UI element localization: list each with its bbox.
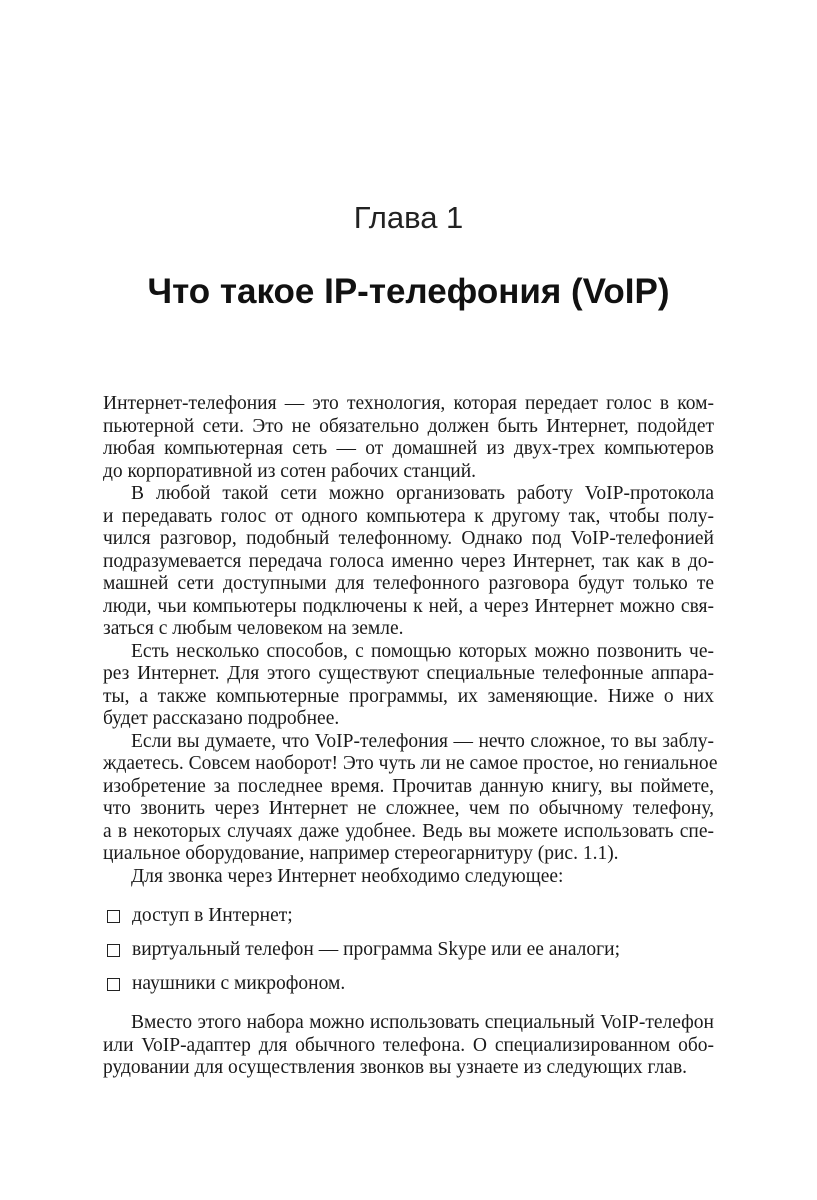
text-line: ждаетесь. Совсем наоборот! Это чуть ли не самое простое, но гениальное bbox=[103, 753, 718, 774]
text-line: Если вы думаете, что VoIP-телефония — нечто сложное, то вы заблу- bbox=[131, 730, 714, 752]
paragraph bbox=[103, 1012, 714, 1080]
text-line: циальное оборудование, например стереогарнитуру (рис. 1.1). bbox=[103, 843, 619, 864]
text-line: В любой такой сети можно организовать работу VoIP-протокола bbox=[131, 483, 714, 504]
checkbox-bullet-icon bbox=[107, 910, 120, 923]
paragraph bbox=[103, 641, 714, 731]
text-line: и передавать голос от одного компьютера к другому так, чтобы полу- bbox=[103, 505, 714, 527]
text-line: Вместо этого набора можно использовать специальный VoIP-телефон bbox=[131, 1012, 714, 1033]
text-line: рудовании для осуществления звонков вы узнаете из следующих глав. bbox=[103, 1057, 688, 1078]
text-line: что звонить через Интернет не сложнее, чем по обычному телефону, bbox=[103, 798, 714, 819]
body-text bbox=[103, 393, 718, 1080]
paragraph bbox=[103, 393, 714, 483]
chapter-label: Глава 1 bbox=[353, 200, 464, 235]
text-line: а в некоторых случаях даже удобнее. Ведь вы можете использовать спе- bbox=[103, 820, 714, 842]
text-line: изобретение за последнее время. Прочитав данную книгу, вы поймете, bbox=[103, 775, 714, 797]
list-item-text: виртуальный телефон — программа Skype или ее аналоги; bbox=[132, 938, 621, 960]
list-item-text: доступ в Интернет; bbox=[132, 904, 293, 926]
list-item bbox=[103, 967, 714, 1001]
text-line: или VoIP-адаптер для обычного телефона. О специализированном обо- bbox=[103, 1034, 714, 1056]
text-line: Интернет-телефония — это технология, которая передает голос в ком- bbox=[103, 393, 714, 414]
text-line: рез Интернет. Для этого существуют специальные телефонные аппара- bbox=[103, 663, 714, 684]
text-line: заться с любым человеком на земле. bbox=[103, 618, 404, 639]
text-line: ты, а также компьютерные программы, их заменяющие. Ниже о них bbox=[103, 685, 714, 707]
text-line: машней сети доступными для телефонного разговора будут только те bbox=[103, 573, 714, 594]
text-line: любая компьютерная сеть — от домашней из двух-трех компьютеров bbox=[103, 438, 714, 459]
list-item bbox=[103, 933, 714, 967]
checkbox-bullet-icon bbox=[107, 944, 120, 957]
list-item bbox=[103, 899, 714, 933]
paragraph bbox=[103, 730, 718, 866]
paragraph bbox=[103, 483, 714, 641]
chapter-title: Что такое IP-телефония (VoIP) bbox=[147, 272, 670, 311]
text-line: будет рассказано подробнее. bbox=[103, 708, 340, 729]
text-line: Есть несколько способов, с помощью которых можно позвонить че- bbox=[131, 640, 714, 662]
text-line: люди, чьи компьютеры подключены к ней, а через Интернет можно свя- bbox=[103, 595, 714, 617]
paragraph bbox=[103, 866, 714, 889]
text-line: до корпоративной из сотен рабочих станций. bbox=[103, 460, 477, 482]
bullet-list bbox=[103, 899, 714, 1001]
text-line: Для звонка через Интернет необходимо следующее: bbox=[131, 865, 564, 887]
text-line: подразумевается передача голоса именно через Интернет, так как в до- bbox=[103, 550, 714, 572]
checkbox-bullet-icon bbox=[107, 978, 120, 991]
list-item-text: наушники с микрофоном. bbox=[132, 972, 346, 994]
text-line: чился разговор, подобный телефонному. Однако под VoIP-телефонией bbox=[103, 528, 714, 549]
text-line: пьютерной сети. Это не обязательно должен быть Интернет, подойдет bbox=[103, 415, 714, 437]
